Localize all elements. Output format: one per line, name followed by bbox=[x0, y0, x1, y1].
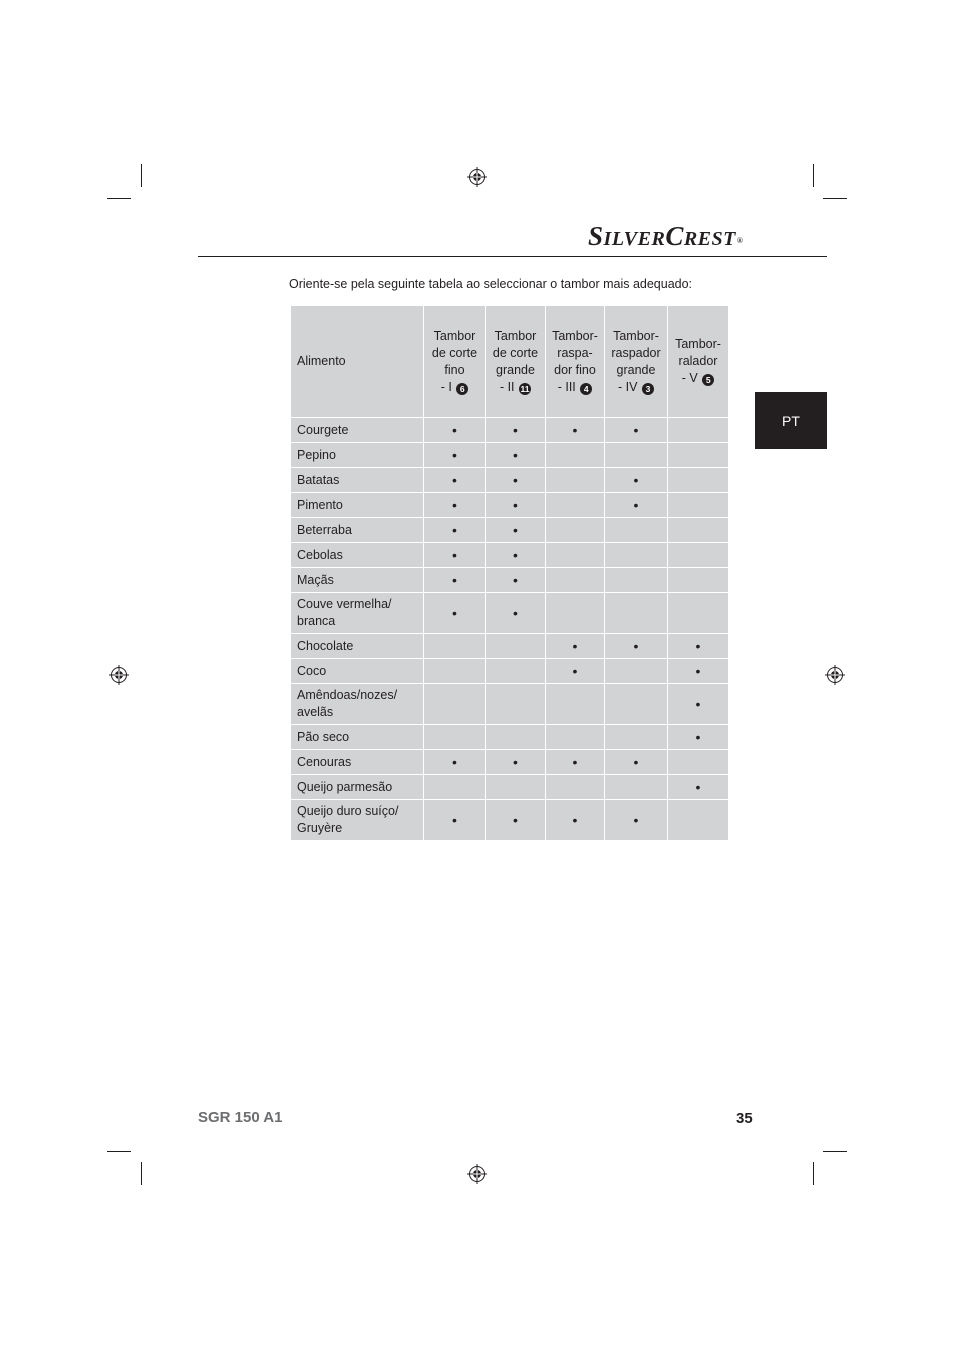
empty-cell bbox=[668, 518, 729, 543]
empty-cell bbox=[486, 725, 546, 750]
empty-cell bbox=[668, 800, 729, 841]
empty-cell bbox=[546, 468, 605, 493]
table-body bbox=[291, 418, 729, 841]
empty-cell bbox=[424, 634, 486, 659]
food-name-cell: Batatas bbox=[291, 468, 424, 493]
food-name-cell: Pão seco bbox=[291, 725, 424, 750]
suitable-mark-cell: • bbox=[424, 493, 486, 518]
column-header-line: grande bbox=[616, 362, 656, 377]
suitable-mark-cell: • bbox=[486, 568, 546, 593]
empty-cell bbox=[546, 518, 605, 543]
page-number: 35 bbox=[736, 1110, 753, 1127]
empty-cell bbox=[605, 593, 668, 634]
empty-cell bbox=[668, 543, 729, 568]
registration-mark-icon bbox=[109, 665, 129, 685]
suitable-mark-cell: • bbox=[668, 634, 729, 659]
table-row bbox=[291, 418, 729, 443]
empty-cell bbox=[486, 775, 546, 800]
column-header-line: fino bbox=[444, 362, 465, 377]
crop-mark bbox=[107, 1151, 131, 1152]
empty-cell bbox=[486, 634, 546, 659]
empty-cell bbox=[424, 684, 486, 725]
table-row bbox=[291, 725, 729, 750]
suitable-mark-cell: • bbox=[424, 593, 486, 634]
suitable-mark-cell: • bbox=[605, 493, 668, 518]
column-header-line: - I bbox=[440, 379, 452, 394]
intro-text: Oriente-se pela seguinte tabela ao seleccionar o tambor mais adequado: bbox=[289, 277, 693, 291]
table-row bbox=[291, 493, 729, 518]
brand-logo: SILVERCREST® bbox=[588, 221, 744, 251]
column-header-drum bbox=[546, 306, 605, 418]
food-name-cell: Queijo parmesão bbox=[291, 775, 424, 800]
empty-cell bbox=[486, 684, 546, 725]
column-header-line: de corte bbox=[431, 345, 478, 360]
part-number-badge: 3 bbox=[642, 383, 654, 395]
empty-cell bbox=[605, 543, 668, 568]
column-header-line: - II bbox=[499, 379, 515, 394]
suitable-mark-cell: • bbox=[668, 659, 729, 684]
empty-cell bbox=[605, 518, 668, 543]
food-name-cell: Coco bbox=[291, 659, 424, 684]
crop-mark bbox=[107, 198, 131, 199]
suitable-mark-cell: • bbox=[605, 750, 668, 775]
suitable-mark-cell: • bbox=[546, 750, 605, 775]
suitable-mark-cell: • bbox=[486, 518, 546, 543]
suitable-mark-cell: • bbox=[486, 468, 546, 493]
model-number: SGR 150 A1 bbox=[198, 1109, 283, 1126]
table-row bbox=[291, 443, 729, 468]
part-number-badge: 5 bbox=[702, 374, 714, 386]
crop-mark bbox=[823, 1151, 847, 1152]
suitable-mark-cell: • bbox=[424, 418, 486, 443]
empty-cell bbox=[668, 593, 729, 634]
language-tab-label: PT bbox=[782, 412, 800, 429]
table-row bbox=[291, 634, 729, 659]
suitable-mark-cell: • bbox=[486, 750, 546, 775]
empty-cell bbox=[546, 593, 605, 634]
empty-cell bbox=[605, 443, 668, 468]
crop-mark bbox=[813, 1162, 814, 1185]
suitable-mark-cell: • bbox=[424, 443, 486, 468]
column-header-line: - V bbox=[681, 371, 698, 385]
suitable-mark-cell: • bbox=[486, 493, 546, 518]
suitable-mark-cell: • bbox=[605, 800, 668, 841]
food-name-cell: Chocolate bbox=[291, 634, 424, 659]
column-header-drum bbox=[668, 306, 729, 418]
column-header-drum bbox=[486, 306, 546, 418]
empty-cell bbox=[668, 443, 729, 468]
table-row bbox=[291, 593, 729, 634]
food-name-cell: Cenouras bbox=[291, 750, 424, 775]
table-row bbox=[291, 684, 729, 725]
empty-cell bbox=[486, 659, 546, 684]
suitable-mark-cell: • bbox=[424, 750, 486, 775]
table-row bbox=[291, 659, 729, 684]
food-name-cell: Pepino bbox=[291, 443, 424, 468]
food-name-cell: Couve vermelha/ branca bbox=[291, 593, 424, 634]
food-name-cell: Cebolas bbox=[291, 543, 424, 568]
empty-cell bbox=[546, 493, 605, 518]
column-header-line: Tambor- bbox=[675, 337, 721, 351]
suitable-mark-cell: • bbox=[668, 684, 729, 725]
empty-cell bbox=[668, 750, 729, 775]
suitable-mark-cell: • bbox=[486, 543, 546, 568]
registration-mark-icon bbox=[467, 167, 487, 187]
column-header-line: Tambor- bbox=[552, 328, 598, 343]
column-header-line: raspa- bbox=[557, 345, 593, 360]
suitable-mark-cell: • bbox=[424, 543, 486, 568]
empty-cell bbox=[668, 468, 729, 493]
column-header-line: raspador bbox=[611, 345, 661, 360]
suitable-mark-cell: • bbox=[605, 418, 668, 443]
empty-cell bbox=[668, 568, 729, 593]
suitable-mark-cell: • bbox=[424, 518, 486, 543]
table-header-row bbox=[291, 306, 729, 418]
suitable-mark-cell: • bbox=[486, 800, 546, 841]
food-name-cell: Pimento bbox=[291, 493, 424, 518]
suitable-mark-cell: • bbox=[546, 634, 605, 659]
suitable-mark-cell: • bbox=[486, 418, 546, 443]
empty-cell bbox=[424, 725, 486, 750]
food-name-cell: Courgete bbox=[291, 418, 424, 443]
part-number-badge: 4 bbox=[580, 383, 592, 395]
suitable-mark-cell: • bbox=[605, 468, 668, 493]
food-name-cell: Maçãs bbox=[291, 568, 424, 593]
column-header-line: Tambor- bbox=[613, 328, 659, 343]
empty-cell bbox=[605, 725, 668, 750]
empty-cell bbox=[546, 775, 605, 800]
table-row bbox=[291, 468, 729, 493]
empty-cell bbox=[424, 659, 486, 684]
table-row bbox=[291, 568, 729, 593]
crop-mark bbox=[141, 1162, 142, 1185]
suitable-mark-cell: • bbox=[668, 725, 729, 750]
crop-mark bbox=[141, 164, 142, 187]
empty-cell bbox=[605, 684, 668, 725]
empty-cell bbox=[668, 418, 729, 443]
crop-mark bbox=[813, 164, 814, 187]
empty-cell bbox=[605, 775, 668, 800]
part-number-badge: 6 bbox=[456, 383, 468, 395]
empty-cell bbox=[546, 543, 605, 568]
table-row bbox=[291, 800, 729, 841]
suitable-mark-cell: • bbox=[668, 775, 729, 800]
column-header-line: ralador bbox=[678, 354, 718, 368]
column-header-drum bbox=[605, 306, 668, 418]
header-rule bbox=[198, 256, 827, 257]
crop-mark bbox=[823, 198, 847, 199]
registration-mark-icon bbox=[825, 665, 845, 685]
empty-cell bbox=[546, 684, 605, 725]
suitable-mark-cell: • bbox=[424, 800, 486, 841]
suitable-mark-cell: • bbox=[546, 418, 605, 443]
food-name-cell: Amêndoas/nozes/ avelãs bbox=[291, 684, 424, 725]
suitable-mark-cell: • bbox=[486, 593, 546, 634]
suitable-mark-cell: • bbox=[486, 443, 546, 468]
food-name-cell: Beterraba bbox=[291, 518, 424, 543]
table-row bbox=[291, 750, 729, 775]
column-header-line: grande bbox=[496, 362, 535, 377]
empty-cell bbox=[668, 493, 729, 518]
column-header-food: Alimento bbox=[291, 306, 424, 418]
food-name-cell: Queijo duro suíço/ Gruyère bbox=[291, 800, 424, 841]
empty-cell bbox=[546, 568, 605, 593]
column-header-line: Tambor bbox=[433, 328, 476, 343]
empty-cell bbox=[424, 775, 486, 800]
suitable-mark-cell: • bbox=[424, 468, 486, 493]
column-header-line: - IV bbox=[618, 379, 638, 394]
column-header-line: Tambor bbox=[494, 328, 537, 343]
empty-cell bbox=[546, 443, 605, 468]
language-tab bbox=[755, 392, 827, 449]
column-header-line: dor fino bbox=[554, 362, 596, 377]
empty-cell bbox=[605, 568, 668, 593]
suitable-mark-cell: • bbox=[424, 568, 486, 593]
part-number-badge: 11 bbox=[520, 383, 530, 394]
registration-mark-icon bbox=[467, 1164, 487, 1184]
empty-cell bbox=[546, 725, 605, 750]
empty-cell bbox=[605, 659, 668, 684]
column-header-line: - III bbox=[557, 379, 576, 394]
suitable-mark-cell: • bbox=[546, 800, 605, 841]
table-row bbox=[291, 543, 729, 568]
suitable-mark-cell: • bbox=[546, 659, 605, 684]
column-header-drum bbox=[424, 306, 486, 418]
drum-selection-table bbox=[290, 305, 729, 841]
column-header-line: de corte bbox=[492, 345, 539, 360]
table-row bbox=[291, 775, 729, 800]
suitable-mark-cell: • bbox=[605, 634, 668, 659]
table-row bbox=[291, 518, 729, 543]
